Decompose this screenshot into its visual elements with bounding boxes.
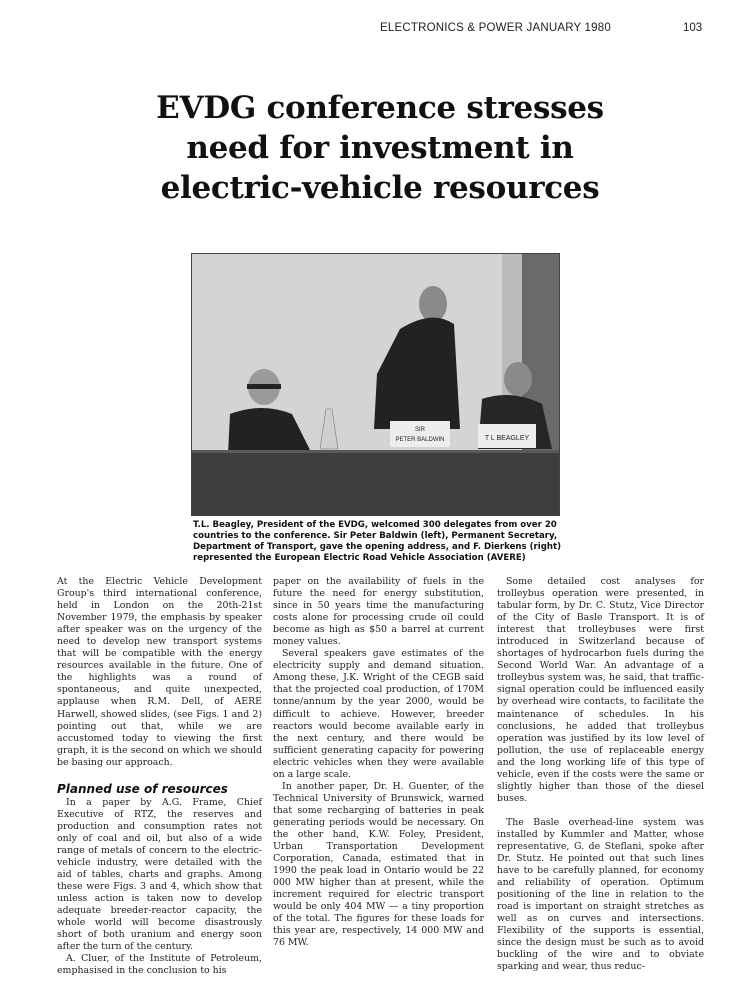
article-title — [120, 88, 640, 208]
title-line: need for investment in — [186, 130, 574, 166]
paragraph: In a paper by A.G. Frame, Chief Executive of RTZ, the reserves and production and consumption rates not only of coal and oil, but also of a wide range of metals of concern to the electric-vehicle industry, were detailed with the aid of tables, charts and graphs. Among these were Figs. 3 and 4, which show that unless action is taken now to develop adequate breeder-reactor capacity, the whole world will become disastrously short of both uranium and energy soon after the turn of the century. — [57, 796, 262, 953]
title-line: EVDG conference stresses — [156, 90, 604, 126]
running-head: ELECTRONICS & POWER JANUARY 1980 — [380, 22, 611, 34]
body-column-1 — [57, 576, 262, 978]
paragraph: paper on the availability of fuels in the future the need for energy substitution, since in 50 years time the manufacturing costs alone for processing crude oil could become as high as $50 a barrel at current money values. — [273, 576, 484, 648]
paragraph: In another paper, Dr. H. Guenter, of the Technical University of Brunswick, warned that some recharging of batteries in peak generating periods would be necessary. On the other hand, K.W. Foley, President, Urban Transportation Development Corporation, Canada, estimated that in 1990 the peak load in Ontario would be 22 000 MW higher than at present, while the increment required for electric transport would be only 404 MW — a tiny proportion of the total. The figures for these loads for this year are, respectively, 14 000 MW and 76 MW. — [273, 780, 484, 949]
paragraph: A. Cluer, of the Institute of Petroleum, emphasised in the conclusion to his — [57, 953, 262, 977]
paragraph: Several speakers gave estimates of the electricity supply and demand situation. Among these, J.K. Wright of the CEGB said that the projected coal production, of 170M tonne/annum by the year 2000, would be difficult to achieve. However, breeder reactors would become available early in the next century, and there would be sufficient generating capacity for powering electric vehicles when they were available on a large scale. — [273, 648, 484, 780]
photo-illustration — [192, 254, 559, 515]
photo-caption: T.L. Beagley, President of the EVDG, welcomed 300 delegates from over 20 countries to the conference. Sir Peter Baldwin (left), Permanent Secretary, Department of Transport, gave the opening address, and F. Dierkens (right) represented the European Electric Road Vehicle Association (AVERE) — [193, 520, 562, 563]
svg-text:SIR: SIR — [414, 427, 426, 433]
paragraph: The Basle overhead-line system was installed by Kummler and Matter, whose representative, G. de Steflani, spoke after Dr. Stutz. He pointed out that such lines have to be carefully planned, for economy and reliability of operation. Optimum positioning of the line in relation to the road is important on straight stretches as well as on curves and intersections. Flexibility of the supports is essential, since the design must be such as to avoid buckling of the wire and to obviate sparking and wear, thus reduc- — [497, 816, 704, 973]
section-heading: Planned use of resources — [57, 781, 228, 796]
body-column-3 — [497, 576, 704, 974]
conference-photo — [191, 253, 560, 516]
paragraph: At the Electric Vehicle Development Group's third international conference, held in London on the 20th-21st November 1979, the emphasis by speaker after speaker was on the urgency of the need to develop new transport systems that will be compatible with the energy resources available in the future. One of the highlights was a round of spontaneous, and quite unexpected, applause when R.M. Dell, of AERE Harwell, showed slides, (see Figs. 1 and 2) pointing out that, while we are accustomed today to viewing the first graph, it is the second on which we should be basing our approach. — [57, 576, 262, 768]
paragraph: Some detailed cost analyses for trolleybus operation were presented, in tabular form, by Dr. C. Stutz, Vice Director of the City of Basle Transport. It is of interest that trolleybuses were first introduced in Switzerland because of shortages of hydrocarbon fuels during the Second World War. An advantage of a trolleybus system was, he said, that traffic-signal operation could be influenced easily by overhead wire contacts, to facilitate the maintenance of schedules. In his conclusions, he added that trolleybus operation was justified by its low level of pollution, the use of replaceable energy and the long working life of this type of vehicle, even if the costs were the same or slightly higher than those of the diesel buses. — [497, 576, 704, 804]
svg-text:T L BEAGLEY: T L BEAGLEY — [484, 435, 530, 442]
body-column-2 — [273, 576, 484, 949]
page-number: 103 — [683, 22, 703, 34]
paragraph-gap — [497, 805, 704, 817]
svg-text:PETER BALDWIN: PETER BALDWIN — [395, 437, 445, 443]
title-line: electric-vehicle resources — [160, 170, 600, 206]
